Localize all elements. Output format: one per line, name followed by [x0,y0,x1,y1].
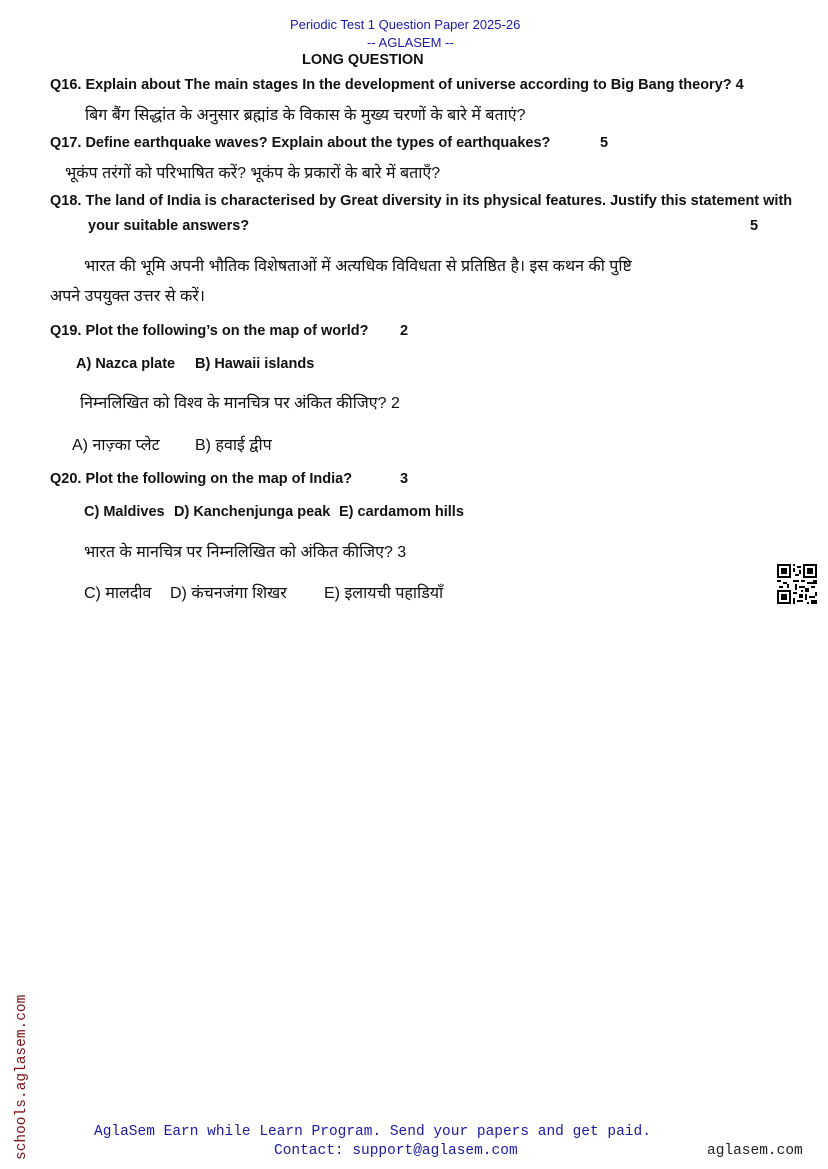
footer-contact: Contact: support@aglasem.com [274,1143,518,1159]
section-title: LONG QUESTION [302,52,424,68]
question-19-hindi-option-b: B) हवाई द्वीप [195,437,272,454]
question-19-option-a: A) Nazca plate [76,356,176,372]
question-20-option-c: C) Maldives [84,504,165,520]
question-19-marks: 2 [400,323,409,339]
question-17-hindi: भूकंप तरंगों को परिभाषित करें? भूकंप के प्रकारों के बारे में बताएँ? [65,165,441,182]
question-19-hindi-option-a: A) नाज़्का प्लेट [72,437,160,454]
footer-site: aglasem.com [707,1143,803,1159]
question-20-hindi-option-e: E) इलायची पहाडियाँ [324,585,444,602]
question-18-line2: your suitable answers? [88,218,250,234]
qr-code [777,564,817,604]
paper-title: Periodic Test 1 Question Paper 2025-26 [290,17,521,32]
question-19-hindi: निम्नलिखित को विश्व के मानचित्र पर अंकित कीजिए? 2 [80,395,400,412]
question-18-hindi-line1: भारत की भूमि अपनी भौतिक विशेषताओं में अत्यधिक विविधता से प्रतिष्ठित है। इस कथन की पुष्टि [84,258,632,275]
question-17-marks: 5 [600,135,609,151]
question-20-option-d: D) Kanchenjunga peak [174,504,331,520]
question-16-hindi: बिग बैंग सिद्धांत के अनुसार ब्रह्मांड के विकास के मुख्य चरणों के बारे में बताएं? [85,107,526,124]
question-19: Q19. Plot the following’s on the map of world? [50,323,369,339]
footer-promo: AglaSem Earn while Learn Program. Send your papers and get paid. [94,1124,651,1140]
side-watermark: schools.aglasem.com [14,994,30,1160]
question-20: Q20. Plot the following on the map of India? [50,471,353,487]
question-19-option-b: B) Hawaii islands [195,356,315,372]
question-20-hindi-option-d: D) कंचनजंगा शिखर [170,585,287,602]
question-20-hindi: भारत के मानचित्र पर निम्नलिखित को अंकित कीजिए? 3 [84,544,407,561]
question-16: Q16. Explain about The main stages In the development of universe according to Big Bang theory? 4 [50,77,744,93]
question-17: Q17. Define earthquake waves? Explain about the types of earthquakes? [50,135,551,151]
question-18-line1: Q18. The land of India is characterised by Great diversity in its physical features. Justify this statement with [50,193,793,209]
brand-label: -- AGLASEM -- [367,35,454,50]
question-20-marks: 3 [400,471,409,487]
question-18-marks: 5 [750,218,759,234]
question-18-hindi-line2: अपने उपयुक्त उत्तर से करें। [50,288,205,305]
question-20-option-e: E) cardamom hills [339,504,464,520]
question-20-hindi-option-c: C) मालदीव [84,585,152,602]
